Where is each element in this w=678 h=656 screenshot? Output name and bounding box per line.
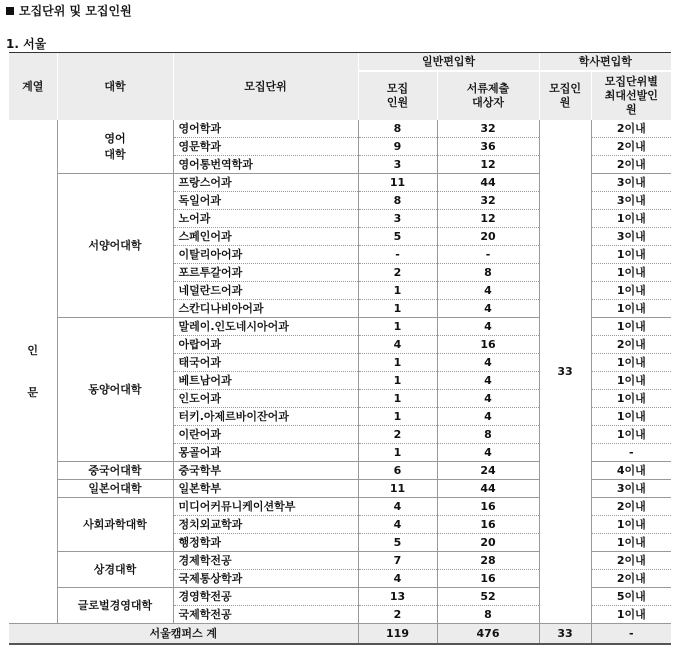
general-quota: 5 <box>358 228 437 246</box>
doc-submitters: 44 <box>437 174 539 192</box>
header-gyeyeol: 계열 <box>9 53 57 120</box>
general-quota: 1 <box>358 444 437 462</box>
doc-submitters: 32 <box>437 120 539 138</box>
max-selection: 5이내 <box>591 588 671 606</box>
general-quota: 1 <box>358 282 437 300</box>
college-cell: 사회과학대학 <box>57 498 173 552</box>
general-quota: 11 <box>358 480 437 498</box>
total-max: - <box>591 624 671 645</box>
general-quota: 7 <box>358 552 437 570</box>
total-bachelor: 33 <box>539 624 591 645</box>
general-quota: 2 <box>358 606 437 624</box>
dept-name: 몽골어과 <box>173 444 358 462</box>
general-quota: 3 <box>358 156 437 174</box>
doc-submitters: 4 <box>437 318 539 336</box>
general-quota: 4 <box>358 516 437 534</box>
dept-name: 이탈리아어과 <box>173 246 358 264</box>
dept-name: 네덜란드어과 <box>173 282 358 300</box>
admission-quota-table <box>9 53 671 645</box>
dept-name: 프랑스어과 <box>173 174 358 192</box>
total-quota: 119 <box>358 624 437 645</box>
college-cell: 상경대학 <box>57 552 173 588</box>
doc-submitters: 8 <box>437 606 539 624</box>
dept-name: 국제통상학과 <box>173 570 358 588</box>
general-quota: 1 <box>358 300 437 318</box>
max-selection: 2이내 <box>591 336 671 354</box>
general-quota: 6 <box>358 462 437 480</box>
college-cell: 중국어대학 <box>57 462 173 480</box>
college-cell: 서양어대학 <box>57 174 173 318</box>
dept-name: 영문학과 <box>173 138 358 156</box>
max-selection: 1이내 <box>591 282 671 300</box>
header-unit: 모집단위 <box>173 53 358 120</box>
doc-submitters: 16 <box>437 570 539 588</box>
dept-name: 노어과 <box>173 210 358 228</box>
doc-submitters: 4 <box>437 408 539 426</box>
max-selection: 1이내 <box>591 318 671 336</box>
general-quota: 8 <box>358 120 437 138</box>
general-quota: 9 <box>358 138 437 156</box>
header-general-docs: 서류제출 대상자 <box>437 71 539 120</box>
general-quota: 13 <box>358 588 437 606</box>
max-selection: 1이내 <box>591 516 671 534</box>
dept-name: 경영학전공 <box>173 588 358 606</box>
max-selection: 2이내 <box>591 552 671 570</box>
max-selection: 3이내 <box>591 228 671 246</box>
dept-name: 말레이.인도네시아어과 <box>173 318 358 336</box>
general-quota: 2 <box>358 264 437 282</box>
general-quota: 4 <box>358 570 437 588</box>
max-selection: 1이내 <box>591 300 671 318</box>
doc-submitters: 8 <box>437 426 539 444</box>
general-quota: 11 <box>358 174 437 192</box>
max-selection: 1이내 <box>591 534 671 552</box>
header-general-quota: 모집 인원 <box>358 71 437 120</box>
dept-name: 태국어과 <box>173 354 358 372</box>
header-bachelor-quota: 모집인 원 <box>539 71 591 120</box>
max-selection: 3이내 <box>591 192 671 210</box>
dept-name: 포르투갈어과 <box>173 264 358 282</box>
doc-submitters: 32 <box>437 192 539 210</box>
dept-name: 인도어과 <box>173 390 358 408</box>
doc-submitters: 8 <box>437 264 539 282</box>
max-selection: 1이내 <box>591 354 671 372</box>
general-quota: 3 <box>358 210 437 228</box>
general-quota: 2 <box>358 426 437 444</box>
max-selection: 1이내 <box>591 408 671 426</box>
field-char: 문 <box>27 385 39 399</box>
max-selection: 4이내 <box>591 462 671 480</box>
header-college: 대학 <box>57 53 173 120</box>
dept-name: 경제학전공 <box>173 552 358 570</box>
doc-submitters: 44 <box>437 480 539 498</box>
max-selection: 3이내 <box>591 174 671 192</box>
general-quota: 5 <box>358 534 437 552</box>
max-selection: 2이내 <box>591 156 671 174</box>
field-char: 인 <box>27 343 39 357</box>
general-quota: - <box>358 246 437 264</box>
dept-name: 터키.아제르바이잔어과 <box>173 408 358 426</box>
general-quota: 1 <box>358 354 437 372</box>
college-cell: 영어 대학 <box>57 120 173 174</box>
dept-name: 행정학과 <box>173 534 358 552</box>
field-cell <box>9 120 57 624</box>
college-cell: 동양어대학 <box>57 318 173 462</box>
table-row <box>9 120 671 138</box>
header-bachelor-transfer: 학사편입학 <box>539 53 671 71</box>
doc-submitters: 28 <box>437 552 539 570</box>
general-quota: 4 <box>358 336 437 354</box>
doc-submitters: 52 <box>437 588 539 606</box>
dept-name: 독일어과 <box>173 192 358 210</box>
campus-subheading: 1. 서울 <box>6 37 47 51</box>
doc-submitters: 12 <box>437 156 539 174</box>
doc-submitters: 4 <box>437 354 539 372</box>
dept-name: 정치외교학과 <box>173 516 358 534</box>
doc-submitters: 20 <box>437 534 539 552</box>
header-general-transfer: 일반편입학 <box>358 53 539 71</box>
dept-name: 일본학부 <box>173 480 358 498</box>
max-selection: 1이내 <box>591 246 671 264</box>
max-selection: 1이내 <box>591 372 671 390</box>
dept-name: 아랍어과 <box>173 336 358 354</box>
general-quota: 1 <box>358 408 437 426</box>
max-selection: 2이내 <box>591 120 671 138</box>
dept-name: 미디어커뮤니케이션학부 <box>173 498 358 516</box>
general-quota: 8 <box>358 192 437 210</box>
college-cell: 일본어대학 <box>57 480 173 498</box>
square-bullet-icon <box>6 7 14 15</box>
max-selection: 1이내 <box>591 390 671 408</box>
doc-submitters: 4 <box>437 444 539 462</box>
max-selection: 1이내 <box>591 426 671 444</box>
college-cell: 글로벌경영대학 <box>57 588 173 624</box>
doc-submitters: 24 <box>437 462 539 480</box>
doc-submitters: - <box>437 246 539 264</box>
max-selection: 1이내 <box>591 606 671 624</box>
max-selection: - <box>591 444 671 462</box>
general-quota: 1 <box>358 372 437 390</box>
section-heading-text: 모집단위 및 모집인원 <box>19 4 132 18</box>
doc-submitters: 16 <box>437 336 539 354</box>
general-quota: 1 <box>358 318 437 336</box>
max-selection: 2이내 <box>591 138 671 156</box>
dept-name: 스칸디나비아어과 <box>173 300 358 318</box>
dept-name: 베트남어과 <box>173 372 358 390</box>
max-selection: 2이내 <box>591 498 671 516</box>
total-docs: 476 <box>437 624 539 645</box>
doc-submitters: 12 <box>437 210 539 228</box>
dept-name: 영어통번역학과 <box>173 156 358 174</box>
general-quota: 4 <box>358 498 437 516</box>
max-selection: 2이내 <box>591 570 671 588</box>
general-quota: 1 <box>358 390 437 408</box>
total-label: 서울캠퍼스 계 <box>9 624 358 645</box>
doc-submitters: 4 <box>437 390 539 408</box>
dept-name: 스페인어과 <box>173 228 358 246</box>
dept-name: 이란어과 <box>173 426 358 444</box>
total-row <box>9 624 671 645</box>
max-selection: 1이내 <box>591 210 671 228</box>
doc-submitters: 4 <box>437 282 539 300</box>
doc-submitters: 4 <box>437 300 539 318</box>
doc-submitters: 36 <box>437 138 539 156</box>
doc-submitters: 20 <box>437 228 539 246</box>
dept-name: 국제학전공 <box>173 606 358 624</box>
doc-submitters: 16 <box>437 516 539 534</box>
dept-name: 중국학부 <box>173 462 358 480</box>
max-selection: 1이내 <box>591 264 671 282</box>
section-heading <box>6 2 132 19</box>
bachelor-quota-cell: 33 <box>539 120 591 624</box>
doc-submitters: 16 <box>437 498 539 516</box>
doc-submitters: 4 <box>437 372 539 390</box>
dept-name: 영어학과 <box>173 120 358 138</box>
max-selection: 3이내 <box>591 480 671 498</box>
header-bachelor-max: 모집단위별 최대선발인 원 <box>591 71 671 120</box>
